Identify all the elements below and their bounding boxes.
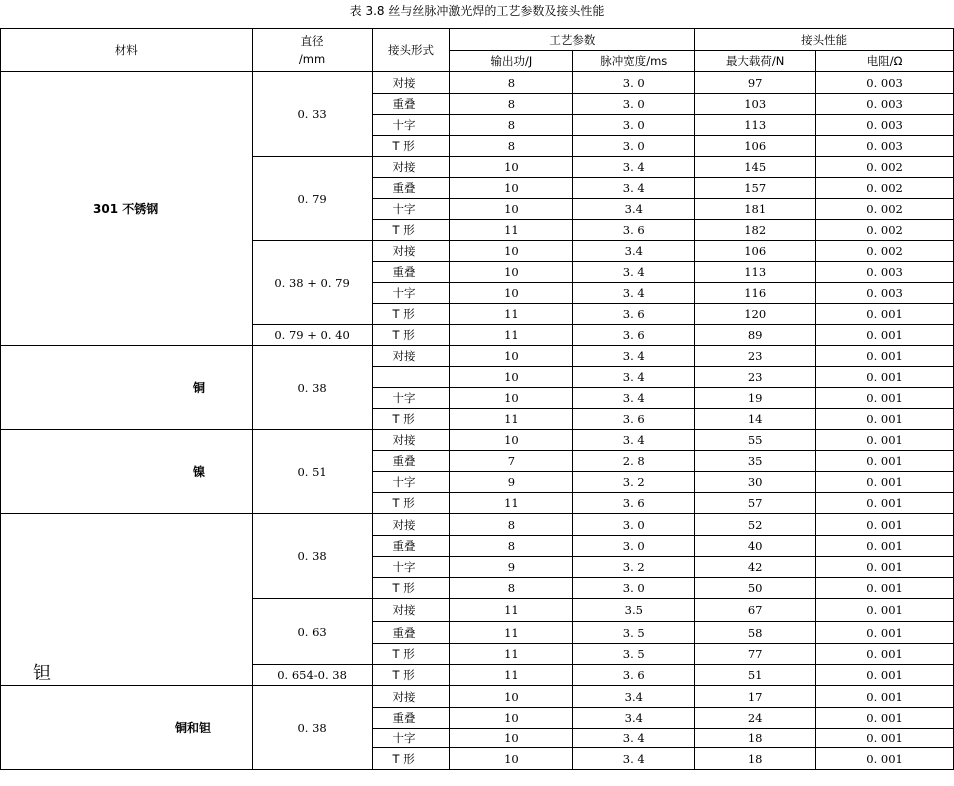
pulse-width-cell: 3. 6 — [573, 325, 695, 346]
pulse-width-cell: 2. 8 — [573, 451, 695, 472]
material-label: 铜 — [193, 380, 206, 395]
resistance-cell: 0. 002 — [816, 241, 954, 262]
joint-type-cell: 对接 — [372, 157, 450, 178]
joint-type-cell: T 形 — [372, 665, 450, 686]
material-label: 铜和钽 — [175, 720, 212, 735]
header-output-energy: 输出功/J — [450, 51, 573, 72]
max-load-cell: 106 — [695, 136, 816, 157]
max-load-cell: 18 — [695, 729, 816, 748]
max-load-cell: 24 — [695, 708, 816, 729]
energy-cell: 9 — [450, 472, 573, 493]
max-load-cell: 42 — [695, 557, 816, 578]
joint-type-cell: 对接 — [372, 686, 450, 708]
data-table-wrapper — [0, 28, 954, 770]
joint-type-cell: T 形 — [372, 493, 450, 514]
joint-type-cell: 十字 — [372, 472, 450, 493]
header-diameter — [252, 29, 372, 72]
pulse-width-cell: 3. 2 — [573, 472, 695, 493]
pulse-width-cell: 3. 6 — [573, 665, 695, 686]
energy-cell: 7 — [450, 451, 573, 472]
resistance-cell: 0. 001 — [816, 451, 954, 472]
energy-cell: 10 — [450, 430, 573, 451]
max-load-cell: 145 — [695, 157, 816, 178]
joint-type-cell: T 形 — [372, 304, 450, 325]
joint-type-cell: 对接 — [372, 241, 450, 262]
energy-cell: 10 — [450, 241, 573, 262]
pulse-width-cell: 3. 6 — [573, 304, 695, 325]
energy-cell: 10 — [450, 388, 573, 409]
energy-cell: 10 — [450, 157, 573, 178]
energy-cell: 10 — [450, 346, 573, 367]
resistance-cell: 0. 001 — [816, 622, 954, 644]
max-load-cell: 17 — [695, 686, 816, 708]
joint-type-cell: 十字 — [372, 557, 450, 578]
joint-type-cell — [372, 367, 450, 388]
header-diameter-l1: 直径 — [300, 34, 324, 48]
material-label: 镍 — [193, 464, 206, 479]
pulse-width-cell: 3. 5 — [573, 622, 695, 644]
joint-type-cell: 十字 — [372, 729, 450, 748]
pulse-width-cell: 3. 4 — [573, 388, 695, 409]
resistance-cell: 0. 003 — [816, 94, 954, 115]
max-load-cell: 120 — [695, 304, 816, 325]
resistance-cell: 0. 001 — [816, 304, 954, 325]
max-load-cell: 23 — [695, 367, 816, 388]
joint-type-cell: 十字 — [372, 115, 450, 136]
resistance-cell: 0. 001 — [816, 729, 954, 748]
joint-type-cell: 重叠 — [372, 536, 450, 557]
energy-cell: 10 — [450, 178, 573, 199]
max-load-cell: 89 — [695, 325, 816, 346]
max-load-cell: 35 — [695, 451, 816, 472]
energy-cell: 10 — [450, 748, 573, 770]
pulse-width-cell: 3. 0 — [573, 578, 695, 599]
energy-cell: 10 — [450, 729, 573, 748]
energy-cell: 9 — [450, 557, 573, 578]
pulse-width-cell: 3. 6 — [573, 493, 695, 514]
table-row — [1, 346, 954, 367]
energy-cell: 11 — [450, 599, 573, 622]
joint-type-cell: T 形 — [372, 644, 450, 665]
joint-type-cell: 重叠 — [372, 178, 450, 199]
resistance-cell: 0. 001 — [816, 472, 954, 493]
diameter-cell: 0. 38 — [252, 514, 372, 599]
max-load-cell: 103 — [695, 94, 816, 115]
process-parameters-table — [0, 28, 954, 770]
max-load-cell: 116 — [695, 283, 816, 304]
resistance-cell: 0. 001 — [816, 409, 954, 430]
resistance-cell: 0. 001 — [816, 599, 954, 622]
energy-cell: 10 — [450, 686, 573, 708]
header-resistance: 电阻/Ω — [816, 51, 954, 72]
energy-cell: 11 — [450, 622, 573, 644]
energy-cell: 8 — [450, 578, 573, 599]
energy-cell: 8 — [450, 136, 573, 157]
table-row — [1, 686, 954, 708]
resistance-cell: 0. 001 — [816, 325, 954, 346]
pulse-width-cell: 3. 2 — [573, 557, 695, 578]
max-load-cell: 14 — [695, 409, 816, 430]
header-max-load: 最大载荷/N — [695, 51, 816, 72]
energy-cell: 8 — [450, 536, 573, 557]
diameter-cell: 0. 33 — [252, 72, 372, 157]
joint-type-cell: 十字 — [372, 199, 450, 220]
joint-type-cell: T 形 — [372, 220, 450, 241]
resistance-cell: 0. 001 — [816, 578, 954, 599]
header-joint-type: 接头形式 — [372, 29, 450, 72]
energy-cell: 11 — [450, 644, 573, 665]
table-row — [1, 514, 954, 536]
resistance-cell: 0. 002 — [816, 157, 954, 178]
resistance-cell: 0. 001 — [816, 346, 954, 367]
resistance-cell: 0. 002 — [816, 220, 954, 241]
max-load-cell: 113 — [695, 262, 816, 283]
pulse-width-cell: 3. 4 — [573, 262, 695, 283]
pulse-width-cell: 3. 4 — [573, 157, 695, 178]
joint-type-cell: T 形 — [372, 409, 450, 430]
max-load-cell: 57 — [695, 493, 816, 514]
resistance-cell: 0. 001 — [816, 493, 954, 514]
resistance-cell: 0. 002 — [816, 178, 954, 199]
diameter-cell: 0. 38 + 0. 79 — [252, 241, 372, 325]
energy-cell: 11 — [450, 409, 573, 430]
joint-type-cell: 对接 — [372, 599, 450, 622]
joint-type-cell: 对接 — [372, 72, 450, 94]
resistance-cell: 0. 001 — [816, 388, 954, 409]
pulse-width-cell: 3. 6 — [573, 220, 695, 241]
pulse-width-cell: 3. 0 — [573, 94, 695, 115]
joint-type-cell: T 形 — [372, 578, 450, 599]
max-load-cell: 50 — [695, 578, 816, 599]
resistance-cell: 0. 002 — [816, 199, 954, 220]
resistance-cell: 0. 001 — [816, 514, 954, 536]
joint-type-cell: 十字 — [372, 388, 450, 409]
joint-type-cell: 重叠 — [372, 622, 450, 644]
resistance-cell: 0. 003 — [816, 262, 954, 283]
energy-cell: 8 — [450, 115, 573, 136]
max-load-cell: 157 — [695, 178, 816, 199]
header-material: 材料 — [1, 29, 253, 72]
max-load-cell: 77 — [695, 644, 816, 665]
resistance-cell: 0. 001 — [816, 644, 954, 665]
joint-type-cell: 重叠 — [372, 451, 450, 472]
material-cell — [1, 430, 253, 514]
joint-type-cell: 对接 — [372, 430, 450, 451]
energy-cell: 8 — [450, 514, 573, 536]
joint-type-cell: 重叠 — [372, 262, 450, 283]
diameter-cell: 0. 38 — [252, 686, 372, 770]
pulse-width-cell: 3.5 — [573, 599, 695, 622]
pulse-width-cell: 3. 0 — [573, 136, 695, 157]
max-load-cell: 182 — [695, 220, 816, 241]
pulse-width-cell: 3.4 — [573, 708, 695, 729]
max-load-cell: 58 — [695, 622, 816, 644]
pulse-width-cell: 3. 0 — [573, 72, 695, 94]
energy-cell: 10 — [450, 367, 573, 388]
pulse-width-cell: 3.4 — [573, 241, 695, 262]
joint-type-cell: T 形 — [372, 325, 450, 346]
material-cell — [1, 514, 253, 686]
resistance-cell: 0. 001 — [816, 557, 954, 578]
max-load-cell: 52 — [695, 514, 816, 536]
max-load-cell: 181 — [695, 199, 816, 220]
max-load-cell: 18 — [695, 748, 816, 770]
diameter-cell: 0. 654-0. 38 — [252, 665, 372, 686]
diameter-cell: 0. 63 — [252, 599, 372, 665]
pulse-width-cell: 3. 0 — [573, 115, 695, 136]
max-load-cell: 113 — [695, 115, 816, 136]
material-cell — [1, 686, 253, 770]
table-row — [1, 430, 954, 451]
material-label: 钽 — [33, 663, 51, 684]
header-diameter-l2: /mm — [298, 52, 326, 66]
diameter-cell: 0. 38 — [252, 346, 372, 430]
diameter-cell: 0. 79 + 0. 40 — [252, 325, 372, 346]
energy-cell: 10 — [450, 708, 573, 729]
material-label: 301 不锈钢 — [93, 201, 159, 216]
energy-cell: 11 — [450, 220, 573, 241]
joint-type-cell: T 形 — [372, 136, 450, 157]
energy-cell: 8 — [450, 94, 573, 115]
pulse-width-cell: 3. 5 — [573, 644, 695, 665]
max-load-cell: 30 — [695, 472, 816, 493]
resistance-cell: 0. 001 — [816, 367, 954, 388]
max-load-cell: 97 — [695, 72, 816, 94]
max-load-cell: 19 — [695, 388, 816, 409]
energy-cell: 10 — [450, 283, 573, 304]
pulse-width-cell: 3. 0 — [573, 536, 695, 557]
energy-cell: 11 — [450, 325, 573, 346]
energy-cell: 11 — [450, 304, 573, 325]
pulse-width-cell: 3. 4 — [573, 748, 695, 770]
joint-type-cell: 对接 — [372, 514, 450, 536]
diameter-cell: 0. 51 — [252, 430, 372, 514]
resistance-cell: 0. 003 — [816, 115, 954, 136]
pulse-width-cell: 3. 4 — [573, 178, 695, 199]
max-load-cell: 106 — [695, 241, 816, 262]
pulse-width-cell: 3. 4 — [573, 729, 695, 748]
resistance-cell: 0. 001 — [816, 430, 954, 451]
joint-type-cell: 重叠 — [372, 708, 450, 729]
resistance-cell: 0. 001 — [816, 708, 954, 729]
max-load-cell: 55 — [695, 430, 816, 451]
resistance-cell: 0. 003 — [816, 136, 954, 157]
table-row — [1, 72, 954, 94]
resistance-cell: 0. 001 — [816, 536, 954, 557]
pulse-width-cell: 3.4 — [573, 199, 695, 220]
max-load-cell: 23 — [695, 346, 816, 367]
material-cell — [1, 346, 253, 430]
pulse-width-cell: 3. 4 — [573, 283, 695, 304]
pulse-width-cell: 3. 4 — [573, 346, 695, 367]
energy-cell: 8 — [450, 72, 573, 94]
joint-type-cell: T 形 — [372, 748, 450, 770]
resistance-cell: 0. 003 — [816, 283, 954, 304]
joint-type-cell: 重叠 — [372, 94, 450, 115]
header-pulse-width: 脉冲宽度/ms — [573, 51, 695, 72]
joint-type-cell: 十字 — [372, 283, 450, 304]
header-row-1 — [1, 29, 954, 51]
pulse-width-cell: 3.4 — [573, 686, 695, 708]
joint-type-cell: 对接 — [372, 346, 450, 367]
max-load-cell: 51 — [695, 665, 816, 686]
energy-cell: 10 — [450, 262, 573, 283]
table-title: 表 3.8 丝与丝脉冲激光焊的工艺参数及接头性能 — [349, 4, 605, 18]
energy-cell: 10 — [450, 199, 573, 220]
pulse-width-cell: 3. 6 — [573, 409, 695, 430]
energy-cell: 11 — [450, 665, 573, 686]
diameter-cell: 0. 79 — [252, 157, 372, 241]
material-cell — [1, 72, 253, 346]
pulse-width-cell: 3. 0 — [573, 514, 695, 536]
resistance-cell: 0. 003 — [816, 72, 954, 94]
header-process-params: 工艺参数 — [450, 29, 695, 51]
resistance-cell: 0. 001 — [816, 748, 954, 770]
pulse-width-cell: 3. 4 — [573, 367, 695, 388]
header-joint-performance: 接头性能 — [695, 29, 954, 51]
resistance-cell: 0. 001 — [816, 665, 954, 686]
pulse-width-cell: 3. 4 — [573, 430, 695, 451]
energy-cell: 11 — [450, 493, 573, 514]
max-load-cell: 67 — [695, 599, 816, 622]
max-load-cell: 40 — [695, 536, 816, 557]
resistance-cell: 0. 001 — [816, 686, 954, 708]
